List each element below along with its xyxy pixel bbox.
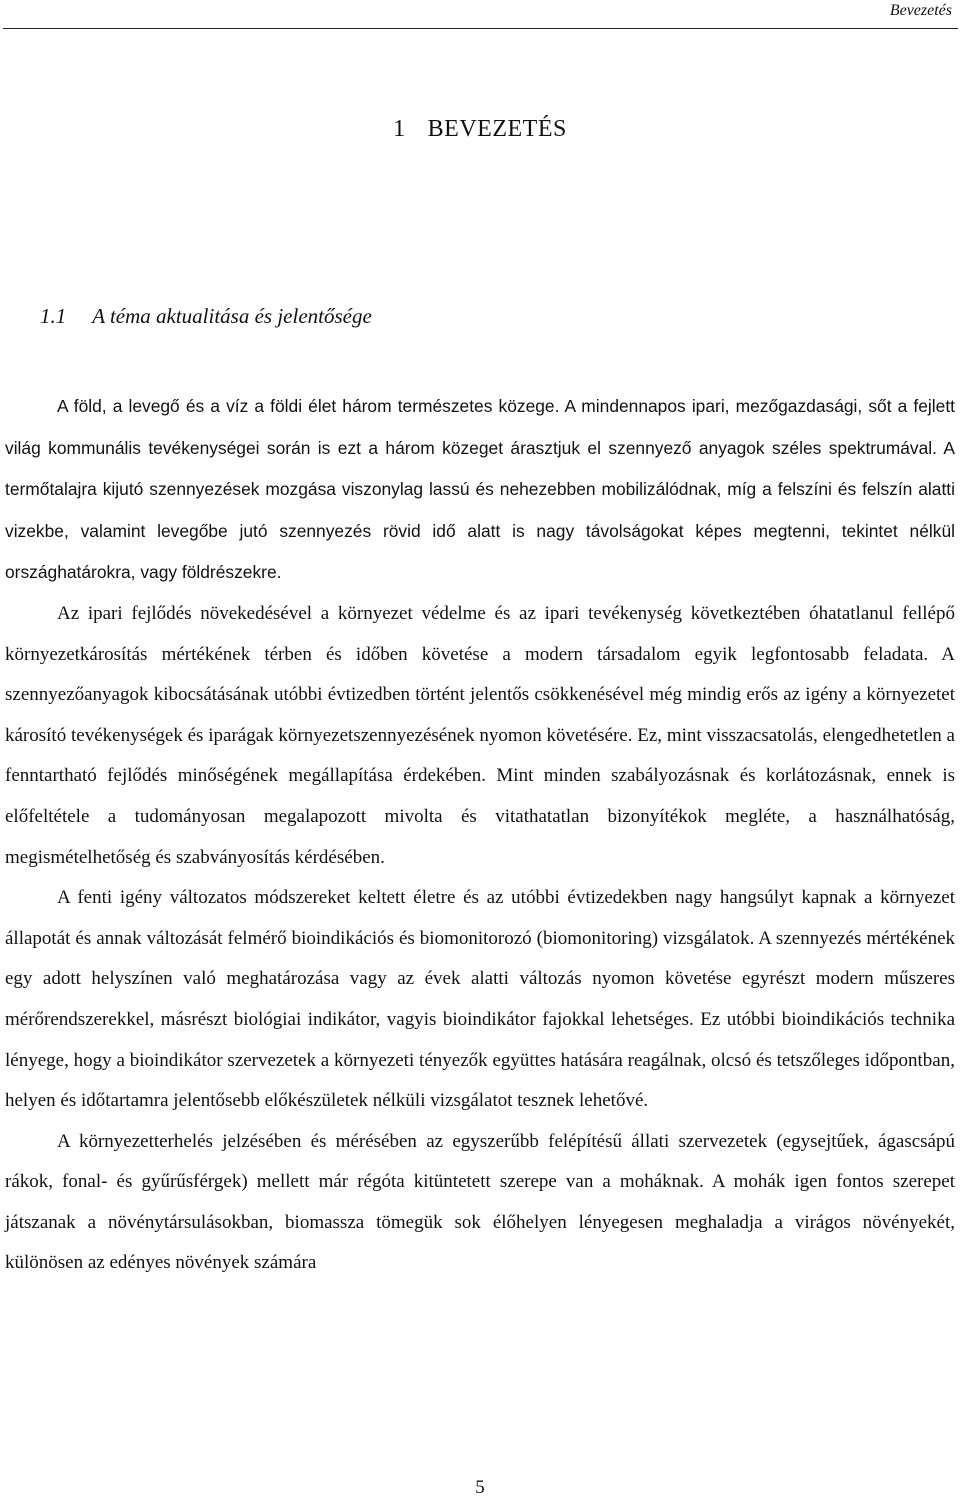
paragraph <box>5 1122 955 1284</box>
chapter-number: 1 <box>393 116 406 142</box>
chapter-title: BEVEZETÉS <box>427 116 567 142</box>
section-heading <box>40 304 372 329</box>
paragraph-text: A fenti igény változatos módszereket keltett életre és az utóbbi évtizedekben nagy hangsúlyt kapnak a környezet állapotát és annak változását felmérő bioindikációs és biomonitorozó (biomonitoring) vizsgálatok. A szennyezés mértékének egy adott helyszínen való meghatározása vagy az évek alatti változás nyomon követése egyrészt modern műszeres mérőrendszerekkel, másrészt biológiai indikátor, vagyis bioindikátor fajokkal lehetséges. Ez utóbbi bioindikációs technika lényege, hogy a bioindikátor szervezetek a környezeti tényezők együttes hatására reagálnak, olcsó és tetszőleges időpontban, helyen és időtartamra jelentősebb előkészületek nélküli vizsgálatot tesznek lehetővé. <box>5 887 955 1112</box>
running-header: Bevezetés <box>889 2 952 19</box>
paragraph-text: A környezetterhelés jelzésében és mérésében az egyszerűbb felépítésű állati szervezetek (egysejtűek, ágascsápú rákok, fonal- és gyűrűsférgek) mellett már régóta kitüntetett szerepe van a moháknak. A mohák igen fontos szerepet játszanak a növénytársulásokban, biomassza tömegük sok élőhelyen lényegesen meghaladja a virágos növényekét, különösen az edényes növények számára <box>5 1130 955 1274</box>
paragraph-text: Az ipari fejlődés növekedésével a környezet védelme és az ipari tevékenység következtében óhatatlanul fellépő környezetkárosítás mértékének térben és időben követése a modern társadalom egyik legfontosabb feladata. A szennyezőanyagok kibocsátásának utóbbi évtizedben történt jelentős csökkenésével még mindig erős az igény a környezetet károsító tevékenységek és iparágak környezetszennyezésének nyomon követésére. Ez, mint visszacsatolás, elengedhetetlen a fenntartható fejlődés minőségének megállapítása érdekében. Mint minden szabályozásnak és korlátozásnak, ennek is előfeltétele a tudományosan megalapozott mivolta és vitathatatlan bizonyítékok megléte, a használhatóság, megismételhetőség és szabványosítás kérdésében. <box>5 602 955 868</box>
paragraph-text: A föld, a levegő és a víz a földi élet három természetes közege. A mindennapos ipari, mezőgazdasági, sőt a fejlett világ kommunális tevékenységei során is ezt a három közeget árasztjuk el szennyező anyagok széles spektrumával. A termőtalajra kijutó szennyezések mozgása viszonylag lassú és nehezebben mobilizálódnak, míg a felszíni és felszín alatti vizekbe, valamint levegőbe jutó szennyezés rövid idő alatt is nagy távolságokat képes megtenni, tekintet nélkül országhatárokra, vagy földrészekre. <box>5 396 955 583</box>
paragraph <box>5 386 955 594</box>
page-number: 5 <box>475 1477 485 1498</box>
section-number: 1.1 <box>40 304 67 328</box>
paragraph <box>5 594 955 878</box>
section-title: A téma aktualitása és jelentősége <box>92 304 372 328</box>
chapter-heading <box>0 116 960 143</box>
paragraph <box>5 878 955 1122</box>
header-divider <box>3 28 958 29</box>
body-text <box>5 386 955 1284</box>
